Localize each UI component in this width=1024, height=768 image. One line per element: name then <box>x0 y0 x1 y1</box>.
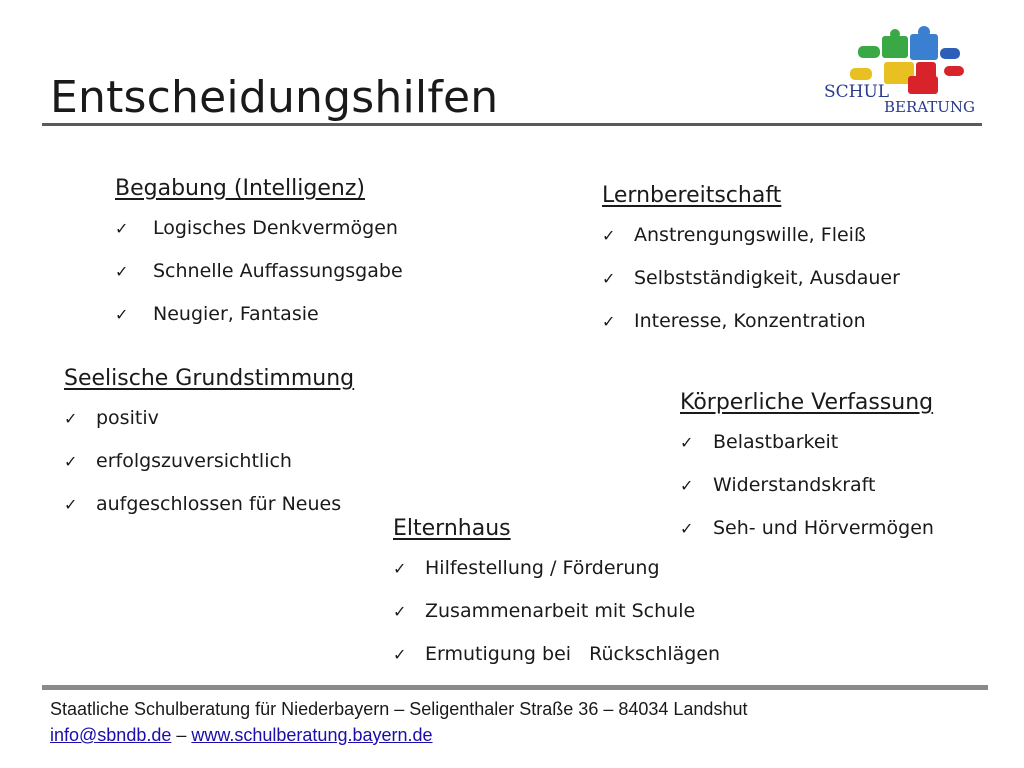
list-item <box>393 590 720 633</box>
section-list <box>393 547 720 676</box>
logo-text-beratung: BERATUNG <box>884 98 976 116</box>
footer-divider <box>42 685 988 690</box>
list-item <box>64 397 354 440</box>
section-list <box>115 207 403 336</box>
list-item <box>602 257 900 300</box>
check-icon: ✓ <box>115 262 129 281</box>
section-heading: Lernbereitschaft <box>602 183 782 208</box>
list-item <box>115 250 403 293</box>
list-item <box>393 547 720 590</box>
footer-links <box>50 722 747 748</box>
section-begabung <box>115 176 403 336</box>
schulberatung-logo <box>820 26 980 122</box>
section-heading: Seelische Grundstimmung <box>64 366 355 391</box>
list-item-text: Interesse, Konzentration <box>634 310 866 332</box>
check-icon: ✓ <box>602 269 616 288</box>
check-icon: ✓ <box>393 645 407 664</box>
footer <box>50 696 747 748</box>
section-elternhaus <box>393 516 720 676</box>
list-item-text: Zusammenarbeit mit Schule <box>425 600 696 622</box>
section-heading: Elternhaus <box>393 516 511 541</box>
section-list <box>64 397 354 526</box>
section-heading: Körperliche Verfassung <box>680 390 934 415</box>
check-icon: ✓ <box>64 495 78 514</box>
check-icon: ✓ <box>393 602 407 621</box>
list-item-text: positiv <box>96 407 159 429</box>
check-icon: ✓ <box>115 305 129 324</box>
logo-text-schul: SCHUL <box>824 82 890 102</box>
section-heading: Begabung (Intelligenz) <box>115 176 365 201</box>
list-item <box>115 207 403 250</box>
check-icon: ✓ <box>602 312 616 331</box>
email-link[interactable]: info@sbndb.de <box>50 725 172 745</box>
list-item-text: erfolgszuversichtlich <box>96 450 292 472</box>
check-icon: ✓ <box>680 433 694 452</box>
check-icon: ✓ <box>680 476 694 495</box>
check-icon: ✓ <box>115 219 129 238</box>
section-seelische-grundstimmung <box>64 366 354 526</box>
list-item <box>680 421 934 464</box>
list-item <box>393 633 720 676</box>
list-item <box>602 214 900 257</box>
list-item-text: Selbstständigkeit, Ausdauer <box>634 267 900 289</box>
section-lernbereitschaft <box>602 183 900 343</box>
title-divider <box>42 123 982 126</box>
list-item-text: Hilfestellung / Förderung <box>425 557 660 579</box>
section-list <box>602 214 900 343</box>
list-item-text: Belastbarkeit <box>713 431 839 453</box>
list-item-text: aufgeschlossen für Neues <box>96 493 342 515</box>
list-item-text: Widerstandskraft <box>713 474 876 496</box>
check-icon: ✓ <box>602 226 616 245</box>
list-item-text: Seh- und Hörvermögen <box>713 517 934 539</box>
website-link[interactable]: www.schulberatung.bayern.de <box>191 725 433 745</box>
page-title: Entscheidungshilfen <box>50 72 499 123</box>
list-item <box>115 293 403 336</box>
list-item-text: Anstrengungswille, Fleiß <box>634 224 866 246</box>
footer-separator: – <box>171 725 192 745</box>
check-icon: ✓ <box>64 409 78 428</box>
list-item <box>64 483 354 526</box>
check-icon: ✓ <box>393 559 407 578</box>
list-item-text: Schnelle Auffassungsgabe <box>153 260 403 282</box>
check-icon: ✓ <box>64 452 78 471</box>
list-item-text: Logisches Denkvermögen <box>153 217 398 239</box>
list-item-text: Ermutigung bei Rückschlägen <box>425 643 721 665</box>
list-item <box>602 300 900 343</box>
footer-address: Staatliche Schulberatung für Niederbayern – Seligenthaler Straße 36 – 84034 Landshut <box>50 699 748 719</box>
list-item <box>64 440 354 483</box>
list-item-text: Neugier, Fantasie <box>153 303 319 325</box>
list-item <box>680 464 934 507</box>
check-icon: ✓ <box>680 519 694 538</box>
